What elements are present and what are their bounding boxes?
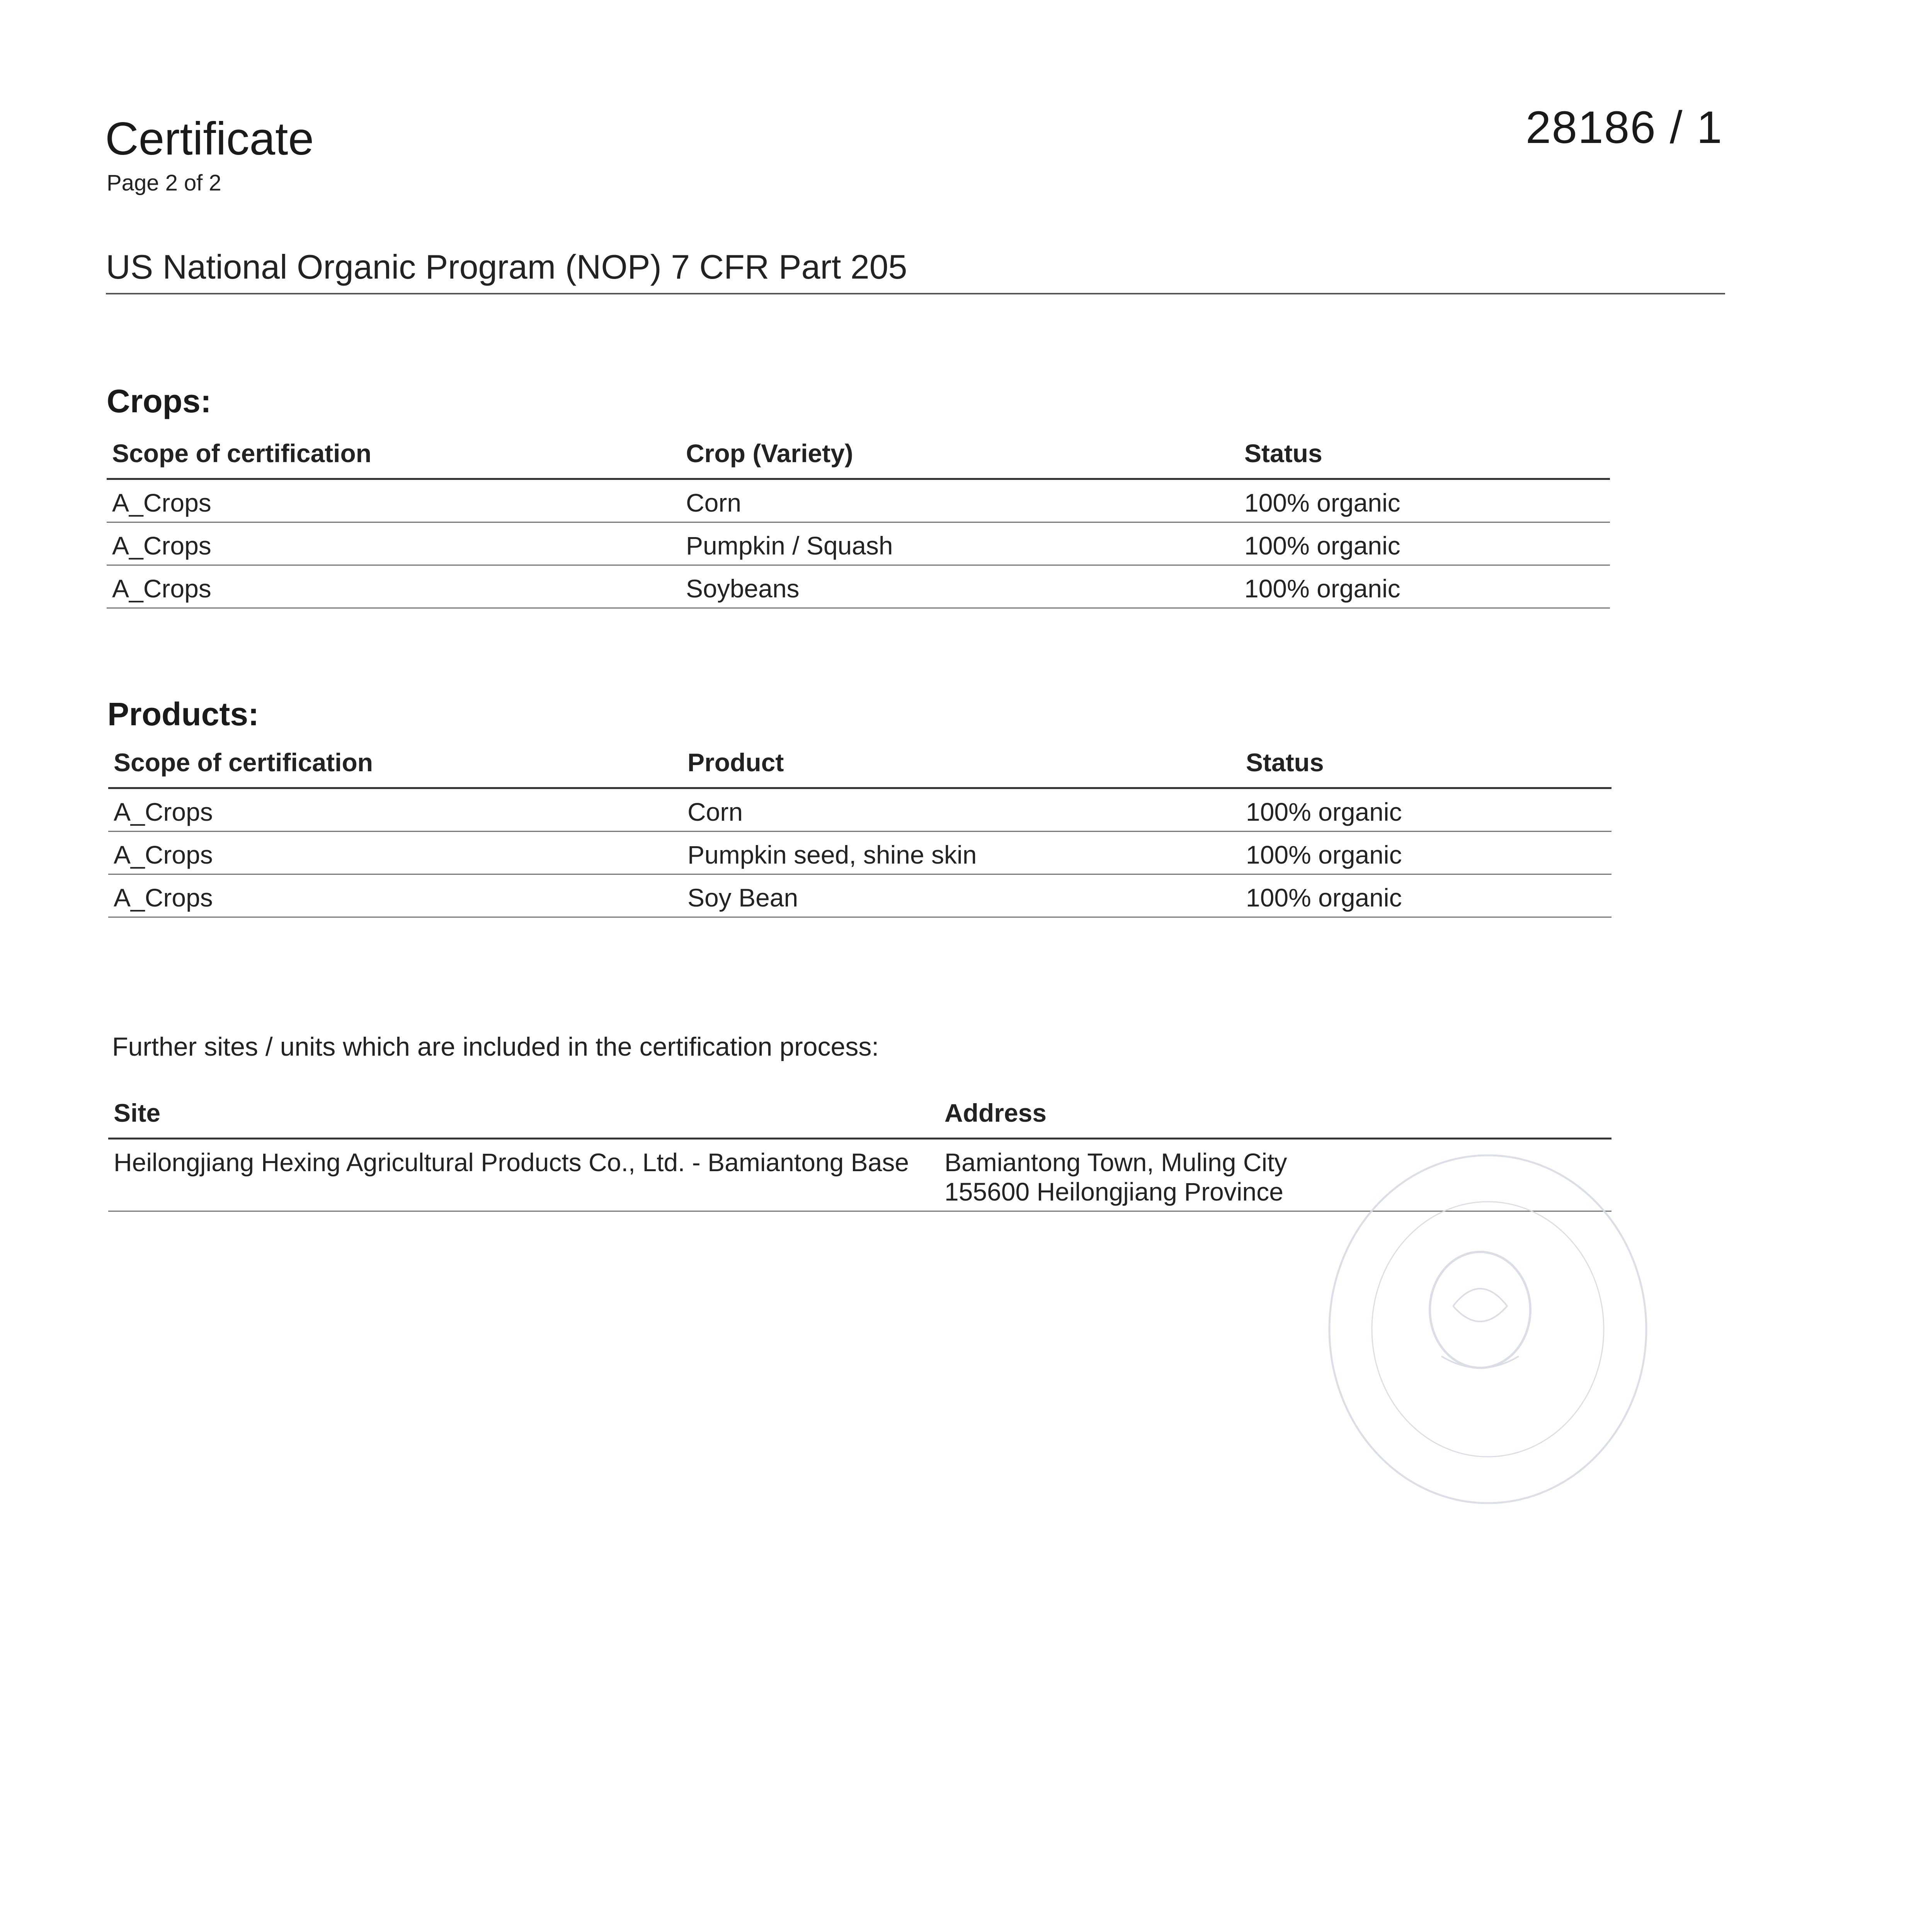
certificate-number: 28186 / 1: [1525, 102, 1723, 153]
table-cell: A_Crops: [108, 874, 682, 917]
embossed-seal-icon: [1314, 1140, 1662, 1519]
table-cell: A_Crops: [108, 831, 682, 874]
table-row: [107, 565, 1610, 608]
column-header-scope: Scope of certification: [108, 748, 682, 788]
table-header-row: [108, 1098, 1611, 1139]
page-indicator: Page 2 of 2: [107, 170, 221, 196]
table-cell: 100% organic: [1240, 788, 1611, 832]
table-cell: A_Crops: [107, 522, 681, 565]
address-line: 155600 Heilongjiang Province: [944, 1177, 1283, 1206]
column-header-crop: Crop (Variety): [681, 439, 1239, 479]
table-cell: A_Crops: [107, 565, 681, 608]
certificate-title: Certificate: [105, 113, 314, 165]
table-cell: Soybeans: [681, 565, 1239, 608]
program-title: US National Organic Program (NOP) 7 CFR Part 205: [106, 248, 907, 286]
crops-heading: Crops:: [107, 383, 211, 419]
header-divider: [106, 293, 1725, 294]
table-header-row: [108, 748, 1611, 788]
table-cell: 100% organic: [1240, 874, 1611, 917]
table-cell: A_Crops: [107, 479, 681, 522]
column-header-status: Status: [1240, 748, 1611, 788]
further-sites-intro: Further sites / units which are included in the certification process:: [112, 1032, 879, 1061]
table-cell: 100% organic: [1239, 522, 1610, 565]
table-row: [107, 522, 1610, 565]
table-row: [108, 831, 1611, 874]
column-header-address: Address: [939, 1098, 1611, 1139]
site-name: Heilongjiang Hexing Agricultural Products Co., Ltd. - Bamiantong Base: [108, 1139, 939, 1211]
products-table: [108, 748, 1611, 918]
address-line: Bamiantong Town, Muling City: [944, 1148, 1287, 1177]
table-cell: Corn: [682, 788, 1240, 832]
products-heading: Products:: [107, 696, 259, 732]
table-row: [108, 788, 1611, 832]
table-row: [108, 874, 1611, 917]
column-header-site: Site: [108, 1098, 939, 1139]
table-cell: Pumpkin / Squash: [681, 522, 1239, 565]
table-cell: Soy Bean: [682, 874, 1240, 917]
table-cell: 100% organic: [1239, 565, 1610, 608]
table-cell: Pumpkin seed, shine skin: [682, 831, 1240, 874]
column-header-status: Status: [1239, 439, 1610, 479]
column-header-scope: Scope of certification: [107, 439, 681, 479]
column-header-product: Product: [682, 748, 1240, 788]
table-row: [107, 479, 1610, 522]
table-cell: Corn: [681, 479, 1239, 522]
table-cell: A_Crops: [108, 788, 682, 832]
table-cell: 100% organic: [1240, 831, 1611, 874]
crops-table: [107, 439, 1610, 609]
table-header-row: [107, 439, 1610, 479]
table-cell: 100% organic: [1239, 479, 1610, 522]
